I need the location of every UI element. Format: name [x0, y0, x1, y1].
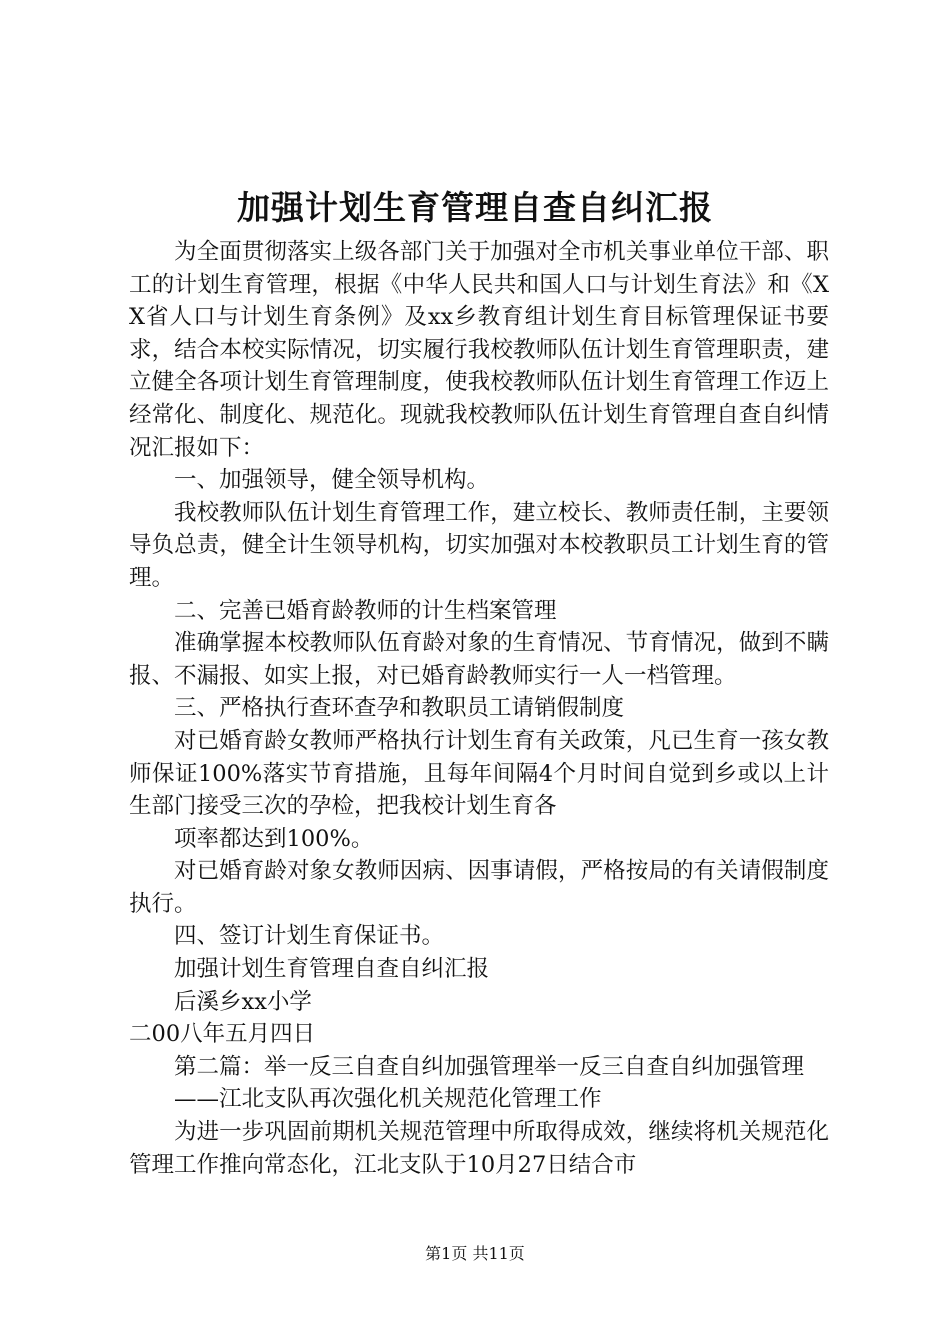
second-article-paragraph: 为进一步巩固前期机关规范管理中所取得成效，继续将机关规范化管理工作推向常态化，江北支队于10月27日结合市: [129, 1119, 829, 1178]
section-heading-3: 三、严格执行查环查孕和教职员工请销假制度: [174, 695, 625, 722]
paragraph-section-2: 准确掌握本校教师队伍育龄对象的生育情况、节育情况，做到不瞒报、不漏报、如实上报，对已婚育龄教师实行一人一档管理。: [129, 630, 829, 689]
paragraph-section-3: 对已婚育龄女教师严格执行计划生育有关政策，凡已生育一孩女教师保证100%落实节育措施，且每年间隔4个月时间自觉到乡或以上计生部门接受三次的孕检，把我校计划生育各: [129, 727, 829, 820]
paragraph-section-3-cont: 项率都达到100%。: [174, 825, 374, 852]
paragraph-leave-policy: 对已婚育龄对象女教师因病、因事请假，严格按局的有关请假制度执行。: [129, 858, 829, 917]
paragraph-intro: 为全面贯彻落实上级各部门关于加强对全市机关事业单位干部、职工的计划生育管理，根据《中华人民共和国人口与计划生育法》和《XX省人口与计划生育条例》及xx乡教育组计划生育目标管理保证书要求，结合本校实际情况，切实履行我校教师队伍计划生育管理职责，建立健全各项计划生育管理制度，使我校教师队伍计划生育管理工作迈上经常化、制度化、规范化。现就我校教师队伍计划生育管理自查自纠情况汇报如下：: [129, 239, 829, 461]
section-heading-2: 二、完善已婚育龄教师的计生档案管理: [174, 597, 557, 624]
signature-date: 二00八年五月四日: [129, 1021, 316, 1048]
document-body: [129, 236, 829, 1181]
paragraph-section-1: 我校教师队伍计划生育管理工作，建立校长、教师责任制，主要领导负总责，健全计生领导机构，切实加强对本校教职员工计划生育的管理。: [129, 499, 829, 591]
section-heading-4: 四、签订计划生育保证书。: [174, 923, 445, 950]
second-article-subtitle: ——江北支队再次强化机关规范化管理工作: [174, 1086, 602, 1113]
signature-title: 加强计划生育管理自查自纠汇报: [174, 956, 490, 983]
section-heading-1: 一、加强领导，健全领导机构。: [174, 467, 490, 494]
second-article-title: 第二篇：举一反三自查自纠加强管理举一反三自查自纠加强管理: [174, 1053, 805, 1080]
page-footer: 第1页 共11页: [425, 1244, 525, 1263]
signature-school: 后溪乡xx小学: [174, 988, 312, 1015]
document-title: 加强计划生育管理自查自纠汇报: [237, 188, 713, 227]
